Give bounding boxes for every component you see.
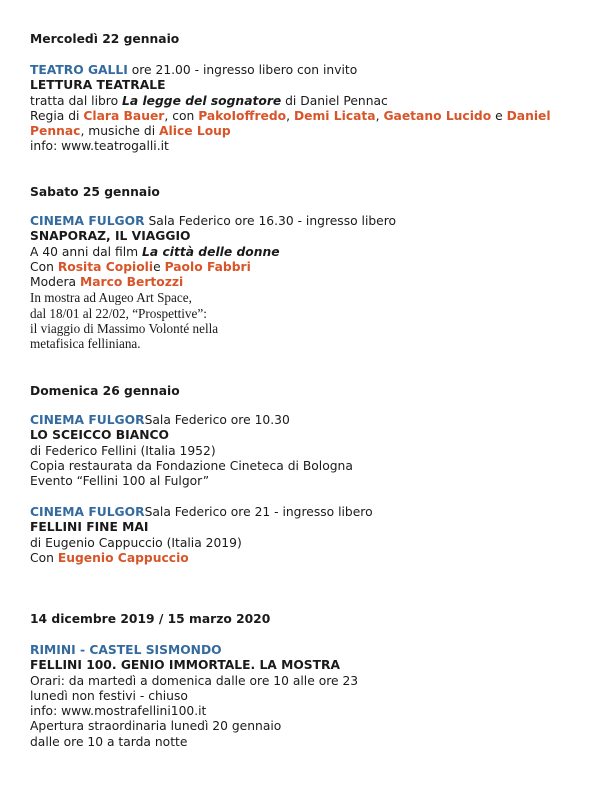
guests-line — [30, 551, 575, 566]
separator: e — [491, 108, 507, 123]
info-line: info: www.teatrogalli.it — [30, 139, 169, 154]
date-heading-25-gennaio: Sabato 25 gennaio — [30, 185, 160, 199]
venue-line — [30, 505, 575, 520]
person-name: Gaetano Lucido — [383, 108, 492, 123]
event-sceicco-bianco — [30, 413, 575, 489]
event-title: LO SCEICCO BIANCO — [30, 428, 170, 443]
event-title: FELLINI 100. GENIO IMMORTALE. LA MOSTRA — [30, 658, 341, 673]
exhibit-line: dal 18/01 al 22/02, “Prospettive”: — [30, 305, 207, 321]
detail-line: di Eugenio Cappuccio (Italia 2019) — [30, 535, 242, 550]
venue-name: CINEMA FULGOR — [30, 413, 145, 427]
moderator-line — [30, 275, 575, 290]
event-mostra — [30, 643, 575, 750]
event-teatro-galli — [30, 63, 575, 155]
credits-line — [30, 109, 575, 140]
guests-line — [30, 260, 575, 275]
venue-line — [30, 63, 575, 78]
con-prefix: Con — [30, 259, 58, 274]
event-fellini-fine-mai — [30, 505, 575, 566]
film-prefix: A 40 anni dal film — [30, 244, 143, 259]
detail-line: dalle ore 10 a tarda notte — [30, 734, 188, 749]
venue-line — [30, 413, 575, 428]
venue-name: RIMINI - CASTEL SISMONDO — [30, 643, 222, 657]
date-heading-22-gennaio: Mercoledì 22 gennaio — [30, 32, 180, 46]
book-title: La legge del sognatore — [122, 93, 282, 108]
modera-prefix: Modera — [30, 275, 81, 290]
person-name: Rosita Copioli — [57, 259, 154, 274]
venue-info: Sala Federico ore 10.30 — [144, 413, 290, 427]
event-title: LETTURA TEATRALE — [30, 78, 166, 93]
person-name: Daniel Pennac — [30, 108, 551, 139]
regia-prefix: Regia di — [30, 108, 84, 123]
book-author: di Daniel Pennac — [281, 93, 388, 108]
separator: , — [286, 108, 294, 123]
date-heading-26-gennaio: Domenica 26 gennaio — [30, 384, 180, 398]
detail-line: Orari: da martedì a domenica dalle ore 10 alle ore 23 — [30, 673, 359, 688]
person-name: Paolo Fabbri — [164, 259, 251, 274]
detail-line: Evento “Fellini 100 al Fulgor” — [30, 474, 210, 489]
date-heading-mostra: 14 dicembre 2019 / 15 marzo 2020 — [30, 612, 271, 626]
event-snaporaz — [30, 214, 575, 352]
event-title: SNAPORAZ, IL VIAGGIO — [30, 229, 191, 244]
person-name: Eugenio Cappuccio — [57, 550, 189, 565]
detail-line: Apertura straordinaria lunedì 20 gennaio — [30, 719, 282, 734]
detail-line: Copia restaurata da Fondazione Cineteca di Bologna — [30, 458, 353, 473]
detail-line: lunedì non festivi - chiuso — [30, 688, 188, 703]
venue-name: TEATRO GALLI — [30, 63, 128, 77]
detail-line: info: www.mostrafellini100.it — [30, 704, 207, 719]
film-title: La città delle donne — [142, 244, 280, 259]
event-title: FELLINI FINE MAI — [30, 520, 149, 535]
person-name: Demi Licata — [293, 108, 376, 123]
person-name: Marco Bertozzi — [80, 275, 184, 290]
separator: , — [375, 108, 384, 123]
venue-info: Sala Federico ore 21 - ingresso libero — [144, 505, 373, 519]
exhibit-line: il viaggio di Massimo Volonté nella — [30, 321, 219, 337]
book-prefix: tratta dal libro — [30, 93, 123, 108]
exhibit-line: metafisica felliniana. — [30, 336, 141, 352]
venue-info: Sala Federico ore 16.30 - ingresso libero — [144, 214, 397, 228]
person-name: PakoIoffredo — [198, 108, 287, 123]
con-prefix: Con — [30, 550, 58, 565]
book-line — [30, 94, 575, 109]
separator: , con — [164, 108, 199, 123]
film-line — [30, 245, 575, 260]
venue-name: CINEMA FULGOR — [30, 214, 145, 228]
separator: e — [153, 259, 165, 274]
exhibit-line: In mostra ad Augeo Art Space, — [30, 290, 192, 306]
person-name: Alice Loup — [159, 124, 231, 139]
person-name: Clara Bauer — [83, 108, 165, 123]
venue-line — [30, 214, 575, 229]
venue-info: ore 21.00 - ingresso libero con invito — [127, 63, 358, 77]
venue-name: CINEMA FULGOR — [30, 505, 145, 519]
detail-line: di Federico Fellini (Italia 1952) — [30, 443, 216, 458]
separator: , musiche di — [80, 124, 160, 139]
